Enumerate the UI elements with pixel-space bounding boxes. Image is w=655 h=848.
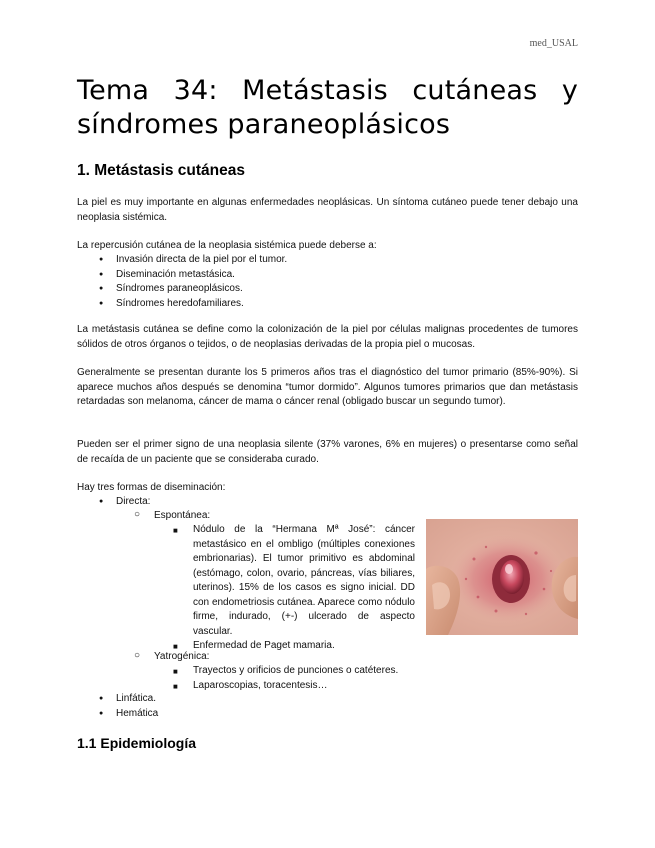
spread-list-spontaneous — [134, 509, 210, 524]
causes-list — [96, 253, 287, 311]
list-item: ● Invasión directa de la piel por el tumor. — [96, 253, 287, 268]
list-item-lymphatic: ● Linfática. — [96, 692, 158, 707]
list-item-iatrogenic: ○ Yatrogénica: — [134, 650, 209, 665]
spread-list-other — [96, 692, 158, 721]
list-item-spontaneous: ○ Espontánea: — [134, 509, 210, 524]
spontaneous-sublist — [173, 523, 415, 654]
list-item: ● Diseminación metastásica. — [96, 268, 287, 283]
iatrogenic-sublist — [173, 664, 398, 693]
list-item-direct: ● Directa: — [96, 495, 150, 510]
section-heading-epidemiology: 1.1 Epidemiología — [77, 735, 197, 751]
paragraph-first-sign: Pueden ser el primer signo de una neoplasia silente (37% varones, 6% en mujeres) o presentarse como señal de recaída de un paciente que se consideraba curado. — [77, 439, 578, 465]
list-item-hematic: ● Hemática — [96, 707, 158, 722]
spread-list-direct — [96, 495, 150, 510]
section-heading-metastasis: 1. Metástasis cutáneas — [77, 162, 246, 179]
paragraph-definition: La metástasis cutánea se define como la colonización de la piel por células malignas procedentes de tumores sólidos de otros órganos o tejidos, o de neoplasias derivadas de la propia piel o mucosas. — [77, 324, 578, 350]
paragraph-spread-intro: Hay tres formas de diseminación: — [77, 482, 226, 493]
page-title: Tema 34: Metástasis cutáneas y síndromes paraneoplásicos — [77, 75, 578, 140]
header-tag: med_USAL — [529, 38, 578, 49]
spread-list-iatrogenic — [134, 650, 209, 665]
paragraph-timing: Generalmente se presentan durante los 5 primeros años tras el diagnóstico del tumor primario (85%-90%). Si aparece muchos años después se denomina “tumor dormido”. Algunos tumores primarios que dan metástasis retardadas son melanoma, cáncer de mama o cáncer renal (obligado buscar un segundo tumor). — [77, 367, 578, 407]
list-item: ● Síndromes heredofamiliares. — [96, 297, 287, 312]
umbilical-nodule-photo — [426, 519, 578, 635]
list-item: ■ Trayectos y orificios de punciones o catéteres. — [173, 664, 398, 679]
list-item-paget: ■ Enfermedad de Paget mamaria. — [173, 639, 415, 654]
list-item: ■ Laparoscopias, toracentesis… — [173, 679, 398, 694]
paragraph-causes-intro: La repercusión cutánea de la neoplasia sistémica puede deberse a: — [77, 240, 377, 251]
list-item: ● Síndromes paraneoplásicos. — [96, 282, 287, 297]
paragraph-intro: La piel es muy importante en algunas enfermedades neoplásicas. Un síntoma cutáneo puede tener debajo una neoplasia sistémica. — [77, 197, 578, 223]
list-item-nodule: ■ Nódulo de la “Hermana Mª José”: cáncer metastásico en el ombligo (múltiples conexiones embrionarias). El tumor primitivo es abdominal (estómago, colon, ovario, páncreas, vías biliares, uterinos). 15% de los casos es signo inicial. DD con endometriosis cutánea. Aparece como nódulo firme, indurado, (+-) ulcerado de aspecto vascular. — [173, 523, 415, 639]
